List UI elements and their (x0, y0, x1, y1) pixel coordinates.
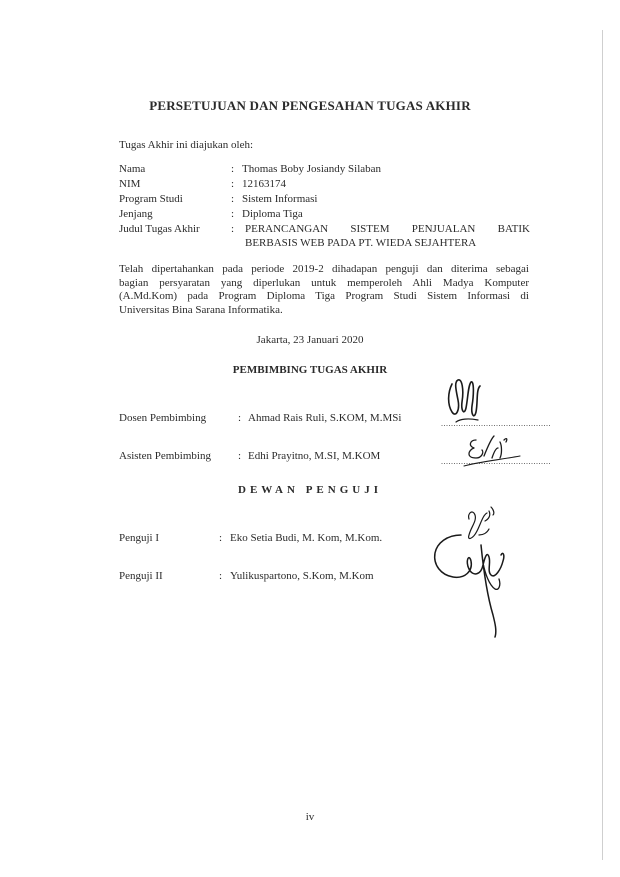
assistant-signature (458, 432, 526, 470)
assistant-signature-line: ............................................ (441, 457, 551, 466)
level-value: Diploma Tiga (242, 208, 303, 220)
thesis-title-colon: : (231, 223, 235, 235)
thesis-title-value (245, 223, 530, 235)
level-colon: : (231, 208, 235, 220)
scan-edge-line (602, 30, 603, 860)
examiner-two-value: Yulikuspartono, S.Kom, M.Kom (230, 570, 374, 582)
lecturer-colon: : (238, 412, 242, 424)
supervisor-heading: PEMBIMBING TUGAS AKHIR (232, 364, 388, 376)
lecturer-signature (438, 372, 498, 432)
examiner-one-label: Penguji I (119, 532, 160, 544)
place-date: Jakarta, 23 Januari 2020 (256, 334, 364, 346)
paragraph-line-2: bagian persyaratan yang diperlukan untuk memperoleh Ahli Madya Komputer (119, 276, 529, 289)
examiner-one-colon: : (219, 532, 223, 544)
paragraph-line-1: Telah dipertahankan pada periode 2019-2 dihadapan penguji dan diterima sebagai (119, 263, 529, 275)
examiner-heading: DEWAN PENGUJI (238, 484, 382, 496)
lecturer-signature-line: ............................................ (441, 419, 551, 428)
assistant-value: Edhi Prayitno, M.SI, M.KOM (248, 450, 381, 462)
page-number: iv (305, 811, 315, 823)
paragraph-line-3: (A.Md.Kom) pada Program Diploma Tiga Program Studi Sistem Informasi di (119, 290, 529, 302)
level-label: Jenjang (119, 208, 153, 220)
program-label: Program Studi (119, 193, 183, 205)
nim-colon: : (231, 178, 235, 190)
approval-paragraph (119, 263, 529, 317)
examiner-signatures (425, 505, 520, 645)
name-label: Nama (119, 163, 146, 175)
name-value: Thomas Boby Josiandy Silaban (242, 163, 382, 175)
paragraph-line-4: Universitas Bina Sarana Informatika. (119, 303, 283, 316)
thesis-title-line-2: BERBASIS WEB PADA PT. WIEDA SEJAHTERA (245, 237, 477, 249)
name-colon: : (231, 163, 235, 175)
assistant-label: Asisten Pembimbing (119, 450, 211, 462)
examiner-two-colon: : (219, 570, 223, 582)
thesis-title-label: Judul Tugas Akhir (119, 223, 200, 235)
program-value: Sistem Informasi (242, 193, 318, 205)
assistant-colon: : (238, 450, 242, 462)
page-title: PERSETUJUAN DAN PENGESAHAN TUGAS AKHIR (149, 98, 471, 113)
nim-label: NIM (119, 178, 141, 190)
examiner-one-value: Eko Setia Budi, M. Kom, M.Kom. (230, 532, 383, 544)
program-colon: : (231, 193, 235, 205)
submitted-by-text: Tugas Akhir ini diajukan oleh: (119, 139, 254, 151)
thesis-title-line-1: PERANCANGAN SISTEM PENJUALAN BATIK (245, 223, 530, 235)
examiner-two-label: Penguji II (119, 570, 163, 582)
lecturer-value: Ahmad Rais Ruli, S.KOM, M.MSi (248, 412, 402, 424)
lecturer-label: Dosen Pembimbing (119, 412, 207, 424)
nim-value: 12163174 (242, 178, 286, 190)
